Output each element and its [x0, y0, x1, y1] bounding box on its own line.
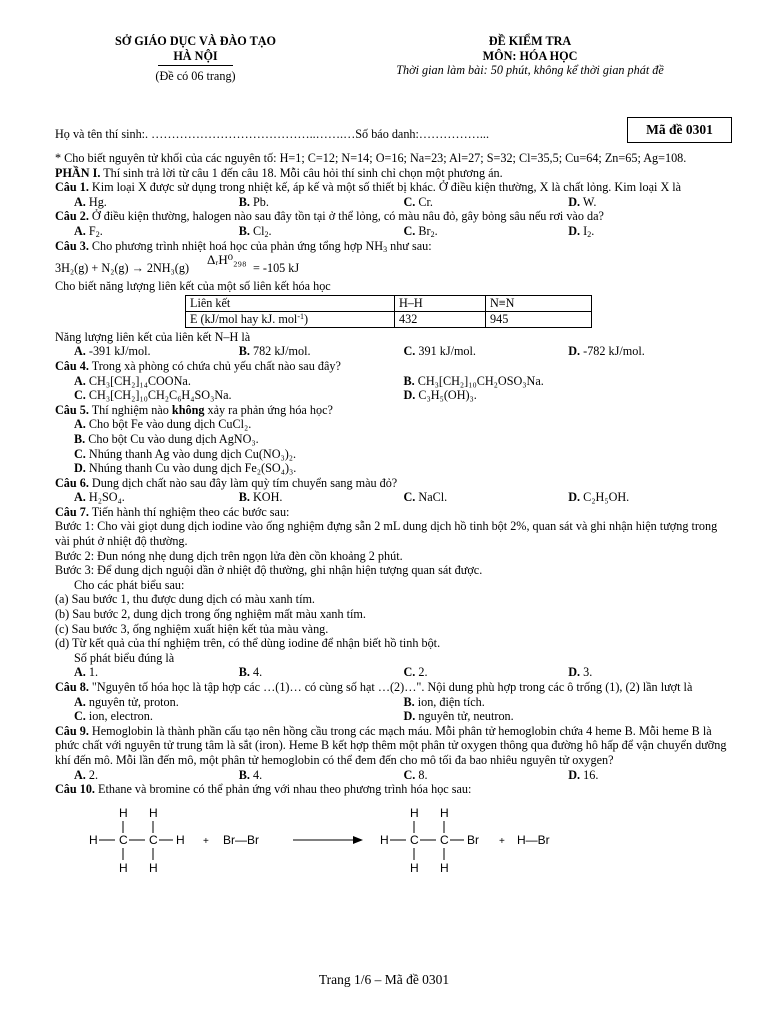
question-8-options-row1 [55, 695, 733, 710]
option-b[interactable]: B. Cho bột Cu vào dung dịch AgNO₃. [74, 431, 259, 446]
option-a[interactable]: A. Cho bột Fe vào dung dịch CuCl₂. [74, 417, 252, 432]
ethane-structure [89, 806, 185, 875]
option-d[interactable]: D. 16. [568, 767, 599, 782]
exam-header [55, 34, 733, 94]
option-d[interactable]: D. 3. [568, 665, 593, 680]
part1-instructions [55, 166, 733, 181]
statement-a: (a) Sau bước 1, thu được dung dịch có màu xanh tím. [55, 592, 315, 607]
question-4-text: Trong xà phòng có chứa chủ yếu chất nào sau đây? [88, 358, 341, 373]
part1-label: PHẦN I. [55, 165, 101, 180]
atom-c: C [149, 832, 158, 847]
question-3-prompt: Năng lượng liên kết của liên kết N–H là [55, 329, 251, 344]
reaction-diagram [85, 801, 585, 881]
table-cell: 432 [395, 311, 486, 327]
enthalpy-symbol: ΔᵣH⁰₂₉₈ [207, 252, 247, 268]
question-7-options [55, 665, 733, 680]
option-a[interactable]: A. H₂SO₄. [74, 490, 125, 505]
question-9-text: Hemoglobin là thành phần cấu tạo nên hồng cầu trong các mạch máu. Mỗi phân tử hemoglobin chứa 4 heme B. Mỗi heme B là phức chất với nguyên tử trung tâm là sắt (iron). Heme B kết hợp thêm một phân tử oxygen thông qua đường hô hấp để vận chuyển dưỡng khí đến mô. Mỗi lần đến mô, một phân tử hemoglobin có thể đem đến cho mô tối đa bao nhiêu nguyên tử oxygen? [55, 723, 727, 767]
option-c[interactable]: C. CH₃[CH₂]₁₀CH₂C₆H₄SO₃Na. [74, 388, 232, 403]
question-2-text: Ở điều kiện thường, halogen nào sau đây tồn tại ở thể lỏng, có màu nâu đỏ, gây bỏng sâu nếu rơi vào da? [88, 209, 604, 224]
option-a[interactable]: A. CH₃[CH₂]₁₄COONa. [74, 373, 191, 388]
question-7-text: Tiến hành thí nghiệm theo các bước sau: [88, 504, 290, 519]
question-5-label: Câu 5. [55, 402, 89, 417]
atom-h: H [380, 832, 389, 847]
question-7-prompt: Số phát biểu đúng là [74, 650, 175, 665]
question-2 [55, 209, 733, 224]
table-cell: Liên kết [186, 295, 395, 311]
option-c[interactable]: C. 2. [403, 665, 428, 680]
option-b[interactable]: B. 782 kJ/mol. [238, 344, 311, 359]
option-b[interactable]: B. ion, điện tích. [403, 694, 485, 709]
option-b[interactable]: B. $Cl_2$. [238, 223, 272, 239]
option-c[interactable]: C. 391 kJ/mol. [403, 344, 476, 359]
option-d[interactable]: D. nguyên tử, neutron. [403, 709, 514, 724]
option-d[interactable]: D. $I_2$. [568, 223, 595, 239]
department-name: SỞ GIÁO DỤC VÀ ĐÀO TẠO [114, 34, 277, 48]
option-a[interactable]: A. -391 kJ/mol. [74, 344, 151, 359]
option-c[interactable]: C. $Br_2$. [403, 223, 438, 239]
question-5: Câu 5. Thí nghiệm nào không xảy ra phản ứng hóa học? [55, 402, 333, 417]
option-d[interactable]: D. -782 kJ/mol. [568, 344, 645, 359]
atom-h: H [440, 860, 449, 875]
option-b[interactable]: B. KOH. [238, 490, 283, 505]
equation-main: 3H₂(g) + N₂(g) → 2NH₃(g) [55, 261, 190, 276]
bond-energy-intro: Cho biết năng lượng liên kết của một số liên kết hóa học [55, 279, 331, 294]
option-c[interactable]: C. Cr. [403, 194, 433, 209]
table-cell: 945 [486, 311, 592, 327]
atom-h: H [176, 832, 185, 847]
step-1: Bước 1: Cho vài giọt dung dịch iodine vào ống nghiệm đựng sẵn 2 mL dung dịch hồ tinh bột 2%, quan sát và ghi nhận hiện tượng trong vài phút ở nhiệt độ thường. [55, 519, 718, 549]
option-c[interactable]: C. NaCl. [403, 490, 448, 505]
question-4-options-row2 [55, 388, 733, 403]
question-8 [55, 680, 733, 695]
header-underline [158, 65, 233, 66]
atom-h: H [410, 860, 419, 875]
question-2-label: Câu 2. [55, 209, 89, 224]
page-footer: Trang 1/6 – Mã đề 0301 [318, 972, 450, 987]
option-c[interactable]: C. 8. [403, 767, 428, 782]
question-8-options-row2 [55, 709, 733, 724]
option-d[interactable]: D. C₃H₅(OH)₃. [403, 388, 477, 403]
question-9 [55, 724, 733, 768]
option-a[interactable]: A. 2. [74, 767, 99, 782]
student-info-line: Họ và tên thí sinh:. …………………………………..…….…Số báo danh:……………... [55, 127, 489, 141]
option-a[interactable]: A. $F_2$. [74, 223, 103, 239]
bromoethane-structure [380, 806, 479, 875]
department-block [113, 34, 278, 84]
question-8-text: "Nguyên tố hóa học là tập hợp các …(1)… có cùng số hạt …(2)…". Nội dung phù hợp trong các ô trống (1), (2) lần lượt là [88, 680, 693, 694]
question-8-label: Câu 8. [55, 680, 89, 694]
part1-text: Thí sinh trả lời từ câu 1 đến câu 18. Mỗi câu hỏi thí sinh chỉ chọn một phương án. [100, 165, 503, 180]
thermochemical-equation [55, 253, 733, 279]
table-cell: N≡N [486, 295, 592, 311]
option-d[interactable]: D. W. [568, 194, 597, 209]
statement-c: (c) Sau bước 3, ống nghiệm xuất hiện kết tủa màu vàng. [55, 621, 329, 636]
question-3: Câu 3. Cho phương trình nhiệt hoá học của phản ứng tổng hợp $NH_3$ như sau: [55, 238, 432, 254]
statement-d: (d) Từ kết quả của thí nghiệm trên, có thể dùng iodine để nhận biết hồ tinh bột. [55, 636, 441, 651]
question-1 [55, 180, 733, 195]
table-row [186, 295, 592, 311]
question-6-text: Dung dịch chất nào sau đây làm quỳ tím chuyển sang màu đỏ? [88, 475, 398, 490]
option-d[interactable]: D. Nhúng thanh Cu vào dung dịch Fe₂(SO₄)₃. [74, 461, 297, 476]
table-row [186, 311, 592, 327]
question-3-options [55, 344, 733, 359]
exam-title-block [365, 34, 695, 78]
atom-h: H [119, 805, 128, 820]
option-a[interactable]: A. nguyên tử, proton. [74, 694, 179, 709]
atom-c: C [119, 832, 128, 847]
exam-title: ĐỀ KIỂM TRA [488, 34, 572, 48]
atom-c: C [440, 832, 449, 847]
question-6 [55, 476, 733, 491]
department-city: HÀ NỘI [173, 48, 218, 63]
question-10-label: Câu 10. [55, 782, 95, 797]
option-d[interactable]: D. C₂H₅OH. [568, 490, 630, 505]
question-4-options-row1 [55, 374, 733, 389]
atom-h: H [440, 805, 449, 820]
statement-b: (b) Sau bước 2, dung dịch trong ống nghiệm mất màu xanh tím. [55, 607, 366, 622]
bromine-molecule: Br—Br [223, 832, 259, 847]
question-3-label: Câu 3. [55, 238, 89, 253]
atom-h: H [119, 860, 128, 875]
question-6-options [55, 490, 733, 505]
question-1-options [55, 195, 733, 210]
question-9-options [55, 768, 733, 783]
atomic-masses: * Cho biết nguyên tử khối của các nguyên tố: H=1; C=12; N=14; O=16; Na=23; Al=27; S=32; Cl=35,5; Cu=64; Zn=65; Ag=108. [55, 151, 687, 165]
question-1-label: Câu 1. [55, 180, 89, 195]
question-1-text: Kim loại X được sử dụng trong nhiệt kế, áp kế và một số thiết bị khác. Ở điều kiện thường, X là chất lỏng. Kim loại X là [88, 180, 682, 195]
option-a[interactable]: A. Hg. [74, 194, 107, 209]
exam-time-note: Thời gian làm bài: 50 phút, không kể thời gian phát đề [396, 63, 664, 78]
atom-c: C [410, 832, 419, 847]
step-2: Bước 2: Đun nóng nhẹ dung dịch trên ngọn lửa đèn cồn khoảng 2 phút. [55, 548, 403, 563]
option-a[interactable]: A. 1. [74, 665, 99, 680]
option-b[interactable]: B. 4. [238, 665, 263, 680]
atom-h: H [149, 860, 158, 875]
question-4-label: Câu 4. [55, 358, 89, 373]
bond-energy-table [185, 295, 592, 328]
table-cell: E (kJ/mol hay kJ. mol$^{-1}$) [186, 311, 395, 327]
atom-br: Br [467, 832, 479, 847]
exam-subject: MÔN: HÓA HỌC [482, 48, 578, 63]
question-10-text: Ethane và bromine có thể phản ứng với nhau theo phương trình hóa học sau: [94, 782, 472, 797]
exam-page [55, 34, 733, 884]
question-9-label: Câu 9. [55, 723, 89, 738]
step-3: Bước 3: Để dung dịch nguội dần ở nhiệt độ thường, ghi nhận hiện tượng quan sát được. [55, 563, 483, 578]
student-info [55, 121, 733, 151]
question-6-label: Câu 6. [55, 475, 89, 490]
atom-h: H [410, 805, 419, 820]
plus-sign: + [499, 835, 505, 847]
question-7 [55, 505, 733, 520]
option-c[interactable]: C. Nhúng thanh Ag vào dung dịch Cu(NO₃)₂. [74, 446, 297, 461]
question-10 [55, 782, 733, 797]
question-7-label: Câu 7. [55, 504, 89, 519]
exam-code-box: Mã đề 0301 [627, 117, 732, 143]
question-2-options [55, 224, 733, 239]
option-b[interactable]: B. CH₃[CH₂]₁₀CH₂OSO₃Na. [403, 373, 544, 388]
option-b[interactable]: B. 4. [238, 767, 263, 782]
question-4 [55, 359, 733, 374]
option-c[interactable]: C. ion, electron. [74, 709, 153, 724]
atom-h: H [149, 805, 158, 820]
pages-note: (Đề có 06 trang) [155, 69, 236, 84]
reaction-arrow [293, 836, 363, 844]
hydrogen-bromide: H—Br [517, 832, 550, 847]
option-b[interactable]: B. Pb. [238, 194, 269, 209]
atom-h: H [89, 832, 98, 847]
table-cell: H–H [395, 295, 486, 311]
statements-intro: Cho các phát biểu sau: [74, 577, 185, 592]
plus-sign: + [203, 835, 209, 847]
enthalpy-value: = -105 kJ [253, 261, 300, 276]
